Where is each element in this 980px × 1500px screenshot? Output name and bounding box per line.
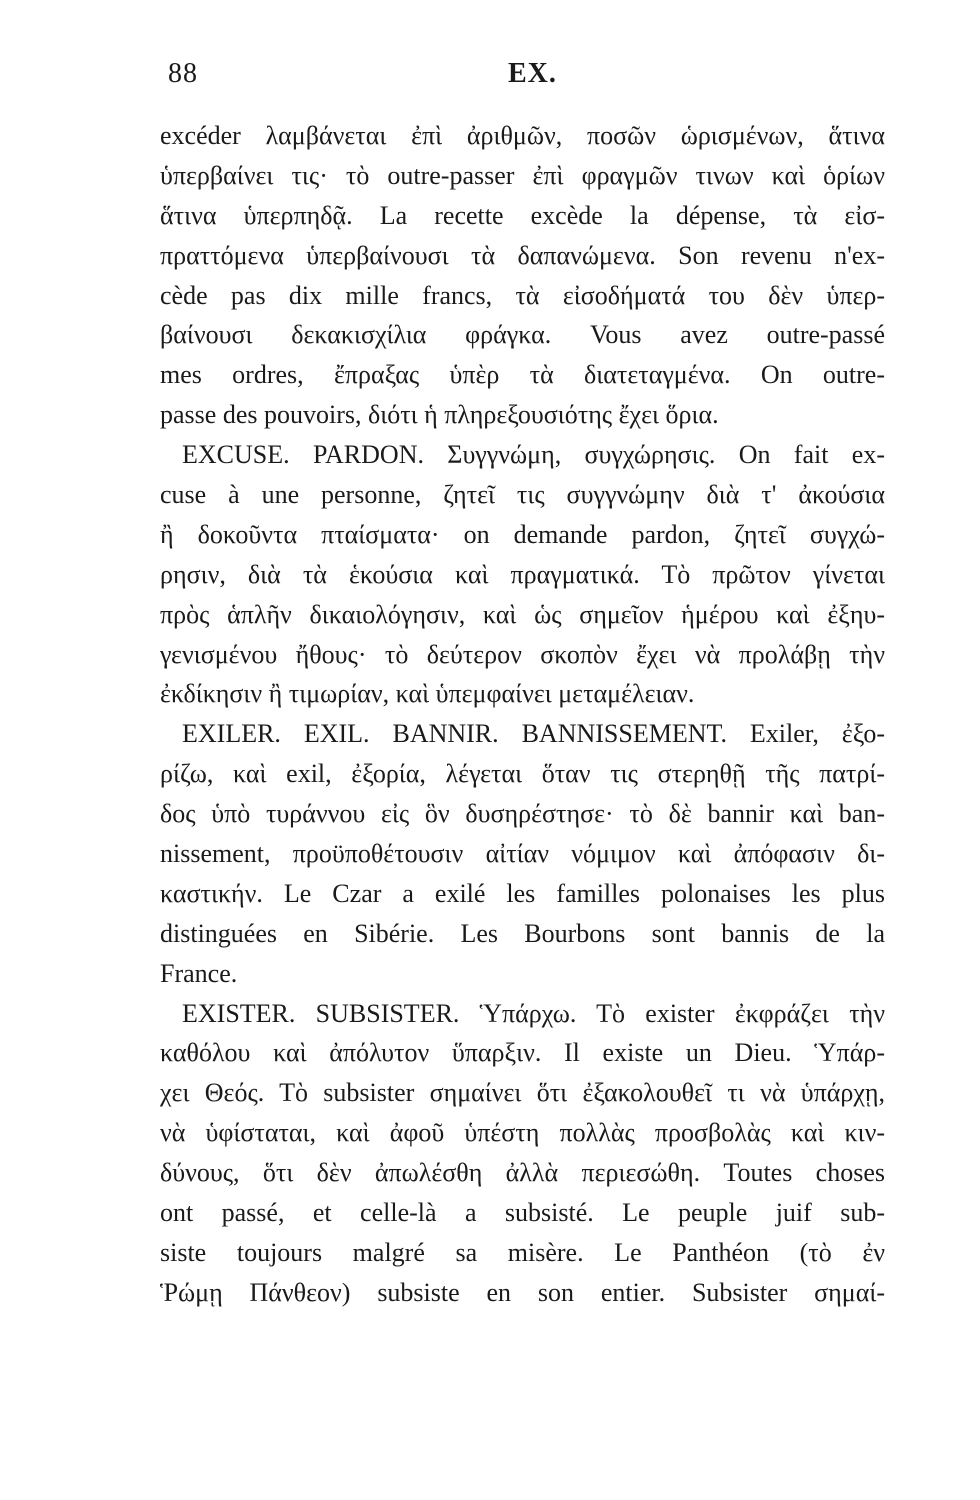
text-line: excéder λαμβάνεται ἐπὶ ἀριθμῶν, ποσῶν ὡρισμένων, ἅτινα	[160, 121, 885, 150]
text-line: ἅτινα ὑπερπηδᾷ. La recette excède la dépense, τὰ εἰσ-	[160, 200, 885, 230]
text-line: cède pas dix mille francs, τὰ εἰσοδήματά του δὲν ὑπερ-	[160, 280, 885, 310]
text-line: δος ὑπὸ τυράννου εἰς ὃν δυσηρέστησε· τὸ δὲ bannir καὶ ban-	[160, 799, 885, 829]
text-line: cuse à une personne, ζητεῖ τις συγγνώμην διὰ τ' ἀκούσια	[160, 480, 885, 510]
text-line: mes ordres, ἔπραξας ὑπὲρ τὰ διατεταγμένα. On outre-	[160, 360, 885, 390]
text-line: ont passé, et celle-là a subsisté. Le peuple juif sub-	[160, 1198, 885, 1228]
text-line: distinguées en Sibérie. Les Bourbons sont bannis de la	[160, 918, 885, 948]
text-line: χει Θεός. Τὸ subsister σημαίνει ὅτι ἐξακολουθεῖ τι νὰ ὑπάρχῃ,	[160, 1078, 885, 1108]
text-line: siste toujours malgré sa misère. Le Panthéon (τὸ ἐν	[160, 1237, 885, 1267]
text-line: καστικήν. Le Czar a exilé les familles polonaises les plus	[160, 878, 885, 908]
body-text	[160, 116, 885, 1313]
text-line: France.	[160, 958, 238, 988]
text-line: nissement, προϋποθέτουσιν αἰτίαν νόμιμον καὶ ἀπόφασιν δι-	[160, 839, 885, 869]
entry-heading-line: EXILER. EXIL. BANNIR. BANNISSEMENT. Exiler, ἐξο-	[182, 719, 885, 749]
text-line: ὑπερβαίνει τις· τὸ outre-passer ἐπὶ φραγμῶν τινων καὶ ὁρίων	[160, 160, 885, 190]
text-line: ρησιν, διὰ τὰ ἑκούσια καὶ πραγματικά. Τὸ πρῶτον γίνεται	[160, 559, 885, 589]
text-line: Ῥώμῃ Πάνθεον) subsiste en son entier. Subsister σημαί-	[160, 1277, 885, 1307]
text-line: πραττόμενα ὑπερβαίνουσι τὰ δαπανώμενα. Son revenu n'ex-	[160, 240, 885, 270]
text-line: ρίζω, καὶ exil, ἐξορία, λέγεται ὅταν τις στερηθῇ τῆς πατρί-	[160, 759, 885, 789]
text-line: ἢ δοκοῦντα πταίσματα· on demande pardon, ζητεῖ συγχώ-	[160, 519, 885, 549]
section-heading: EX.	[508, 58, 557, 89]
text-line: πρὸς ἁπλῆν δικαιολόγησιν, καὶ ὡς σημεῖον ἡμέρου καὶ ἐξηυ-	[160, 599, 885, 629]
text-line: βαίνουσι δεκακισχίλια φράγκα. Vous avez outre-passé	[160, 320, 885, 350]
entry-heading-line: EXCUSE. PARDON. Συγγνώμη, συγχώρησις. On fait ex-	[182, 440, 885, 470]
text-line: νὰ ὑφίσταται, καὶ ἀφοῦ ὑπέστη πολλὰς προσβολὰς καὶ κιν-	[160, 1118, 885, 1148]
text-line: ἐκδίκησιν ἢ τιμωρίαν, καὶ ὑπεμφαίνει μεταμέλειαν.	[160, 679, 695, 709]
entry-heading-line: EXISTER. SUBSISTER. Ὑπάρχω. Τὸ exister ἐκφράζει τὴν	[182, 998, 885, 1028]
page-number: 88	[168, 58, 198, 89]
text-line: δύνους, ὅτι δὲν ἀπωλέσθη ἀλλὰ περιεσώθη. Toutes choses	[160, 1158, 885, 1188]
text-line: γενισμένου ἤθους· τὸ δεύτερον σκοπὸν ἔχει νὰ προλάβῃ τὴν	[160, 639, 885, 669]
text-line: passe des pouvoirs, διότι ἡ πληρεξουσιότης ἔχει ὅρια.	[160, 400, 719, 430]
text-line: καθόλου καὶ ἀπόλυτον ὕπαρξιν. Il existe un Dieu. Ὑπάρ-	[160, 1038, 885, 1068]
running-head	[160, 58, 880, 98]
